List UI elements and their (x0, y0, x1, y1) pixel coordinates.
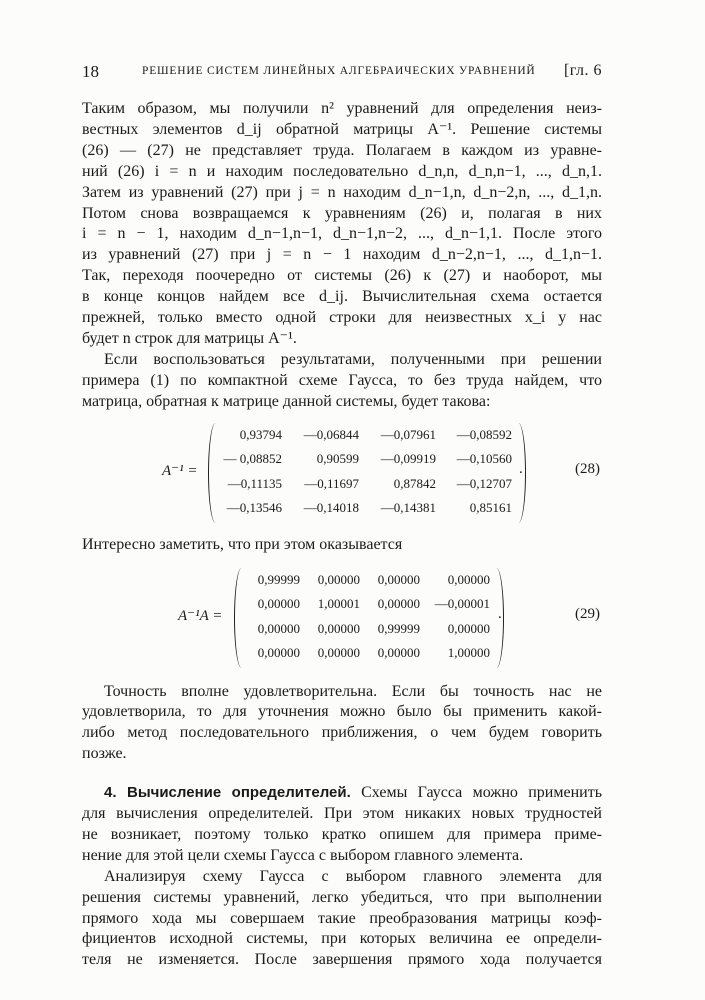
page-number: 18 (82, 62, 99, 81)
text-line: вестных элементов d_ij обратной матрицы A⁻¹. Решение системы (82, 120, 602, 138)
matrix-cell: 0,99999 (257, 571, 300, 587)
matrix-row (248, 641, 490, 666)
text-line: примера (1) по компактной схеме Гаусса, то без труда найдем, что (82, 371, 602, 389)
paragraph-5 (82, 867, 602, 972)
matrix-row (248, 568, 490, 593)
equation-period: . (519, 460, 523, 477)
matrix-cell: —0,10560 (456, 451, 512, 467)
equation-period: . (498, 605, 502, 622)
equation-28 (82, 423, 602, 525)
text-line: Анализируя схему Гаусса с выбором главного элемента для (104, 867, 602, 885)
matrix-cell: 0,00000 (377, 645, 420, 661)
section-heading: 4. Вычисление определителей. (104, 784, 351, 802)
text-line: i = n − 1, находим d_n−1,n−1, d_n−1,n−2, ..., d_n−1,1. После этого (82, 225, 602, 243)
matrix-row (248, 592, 490, 617)
paragraph-2 (82, 350, 602, 413)
matrix-cell: 0,00000 (447, 620, 490, 636)
matrix-28-table (222, 423, 512, 521)
text-line: теля не изменяется. После завершения прямого хода получается (82, 951, 602, 969)
left-paren (208, 423, 223, 523)
matrix-cell: —0,11135 (227, 475, 282, 491)
matrix-cell: —0,12707 (456, 475, 512, 491)
text-line: решения системы уравнений, легко убедиться, что при выполнении (82, 888, 602, 906)
matrix-29-table (248, 568, 490, 666)
text-line: прежней, только вместо одной строки для неизвестных x_i у нас (82, 309, 602, 327)
paragraph-4 (82, 682, 602, 766)
equation-number: (28) (575, 460, 600, 477)
paragraph-3 (82, 535, 602, 556)
matrix-cell: 0,87842 (393, 475, 436, 491)
paragraph-1 (82, 99, 602, 350)
matrix-cell: 0,00000 (447, 571, 490, 587)
right-paren (489, 568, 504, 668)
text-line: Затем из уравнений (27) при j = n находим d_n−1,n, d_n−2,n, ..., d_1,n. (82, 183, 602, 201)
text-line: Точность вполне удовлетворительна. Если бы точность нас не (104, 682, 602, 700)
matrix-cell: 0,00000 (257, 596, 300, 612)
text-line: для вычисления определителей. При этом никаких новых трудностей (82, 805, 602, 823)
matrix-row (222, 496, 512, 521)
left-paren (234, 568, 249, 668)
matrix-cell: —0,14381 (380, 500, 436, 516)
text-line: не возникает, поэтому только кратко опишем для примера приме- (82, 825, 602, 843)
text-line: из уравнений (27) при j = n − 1 находим d_n−2,n−1, ..., d_1,n−1. (82, 246, 602, 264)
text-line: нение для этой цели схемы Гаусса с выбором главного элемента. (82, 846, 524, 864)
matrix-cell: 0,00000 (377, 571, 420, 587)
equation-lhs: A⁻¹A = (178, 607, 223, 624)
text-line (82, 783, 602, 804)
text-line: матрица, обратная к матрице данной системы, будет такова: (82, 392, 491, 410)
matrix-cell: —0,11697 (304, 475, 359, 491)
book-page (82, 62, 602, 971)
matrix-cell: 1,00001 (317, 596, 360, 612)
text-line: фициентов исходной системы, при которых величина ее определи- (82, 930, 602, 948)
text-line: Если воспользоваться результатами, полученными при решении (104, 350, 602, 368)
equation-29 (82, 568, 602, 670)
matrix-cell: 0,00000 (257, 645, 300, 661)
matrix-cell: 0,00000 (317, 620, 360, 636)
matrix-row (248, 617, 490, 642)
equation-lhs: A⁻¹ = (162, 462, 198, 479)
text-line: либо метод последовательного приближения, о чем будем говорить (82, 724, 602, 742)
matrix-row (222, 472, 512, 497)
text-line: (26) — (27) не представляет труда. Полагаем в каждом из уравне- (82, 141, 602, 159)
matrix-cell: — 0,08852 (223, 451, 282, 467)
matrix-cell: 0,00000 (317, 645, 360, 661)
text-line: позже. (82, 745, 127, 763)
matrix-cell: —0,13546 (226, 500, 282, 516)
matrix-28 (222, 423, 512, 523)
matrix-cell: 0,93794 (239, 426, 282, 442)
matrix-cell: 0,00000 (257, 620, 300, 636)
chapter-label: [гл. 6 (563, 62, 602, 79)
text-line: Таким образом, мы получили n² уравнений для определения неиз- (82, 100, 602, 117)
matrix-cell: 0,99999 (377, 620, 420, 636)
text-line: в конце концов найдем все d_ij. Вычислительная схема остается (82, 288, 602, 306)
section-4 (82, 783, 602, 867)
running-title: РЕШЕНИЕ СИСТЕМ ЛИНЕЙНЫХ АЛГЕБРАИЧЕСКИХ УРАВНЕНИЙ (142, 65, 536, 77)
matrix-cell: —0,06844 (303, 426, 359, 442)
matrix-cell: 0,00000 (317, 571, 360, 587)
running-header (82, 62, 602, 84)
matrix-cell: —0,07961 (380, 426, 436, 442)
text-line: будет n строк для матрицы A⁻¹. (82, 329, 297, 347)
matrix-cell: —0,08592 (456, 426, 512, 442)
text-line-tail: Схемы Гаусса можно применить (350, 784, 602, 802)
matrix-cell: —0,14018 (303, 500, 359, 516)
text-line: Потом снова возвращаемся к уравнениям (26) и, полагая в них (82, 204, 602, 222)
matrix-cell: 1,00000 (447, 645, 490, 661)
matrix-cell: 0,00000 (377, 596, 420, 612)
text-line: ний (26) i = n и находим последовательно d_n,n, d_n,n−1, ..., d_n,1. (82, 162, 602, 180)
matrix-cell: —0,00001 (434, 596, 490, 612)
matrix-row (222, 447, 512, 472)
matrix-29 (248, 568, 490, 668)
equation-number: (29) (575, 605, 600, 622)
matrix-cell: —0,09919 (380, 451, 436, 467)
text-line: удовлетворила, то для уточнения можно было бы применить какой- (82, 703, 602, 721)
text-line: Так, переходя поочередно от системы (26) к (27) и наоборот, мы (82, 267, 602, 285)
matrix-cell: 0,85161 (469, 500, 512, 516)
matrix-cell: 0,90599 (316, 451, 359, 467)
text-line: Интересно заметить, что при этом оказывается (82, 535, 403, 553)
text-line: прямого хода мы совершаем такие преобразования матрицы коэф- (82, 909, 602, 927)
matrix-row (222, 423, 512, 448)
